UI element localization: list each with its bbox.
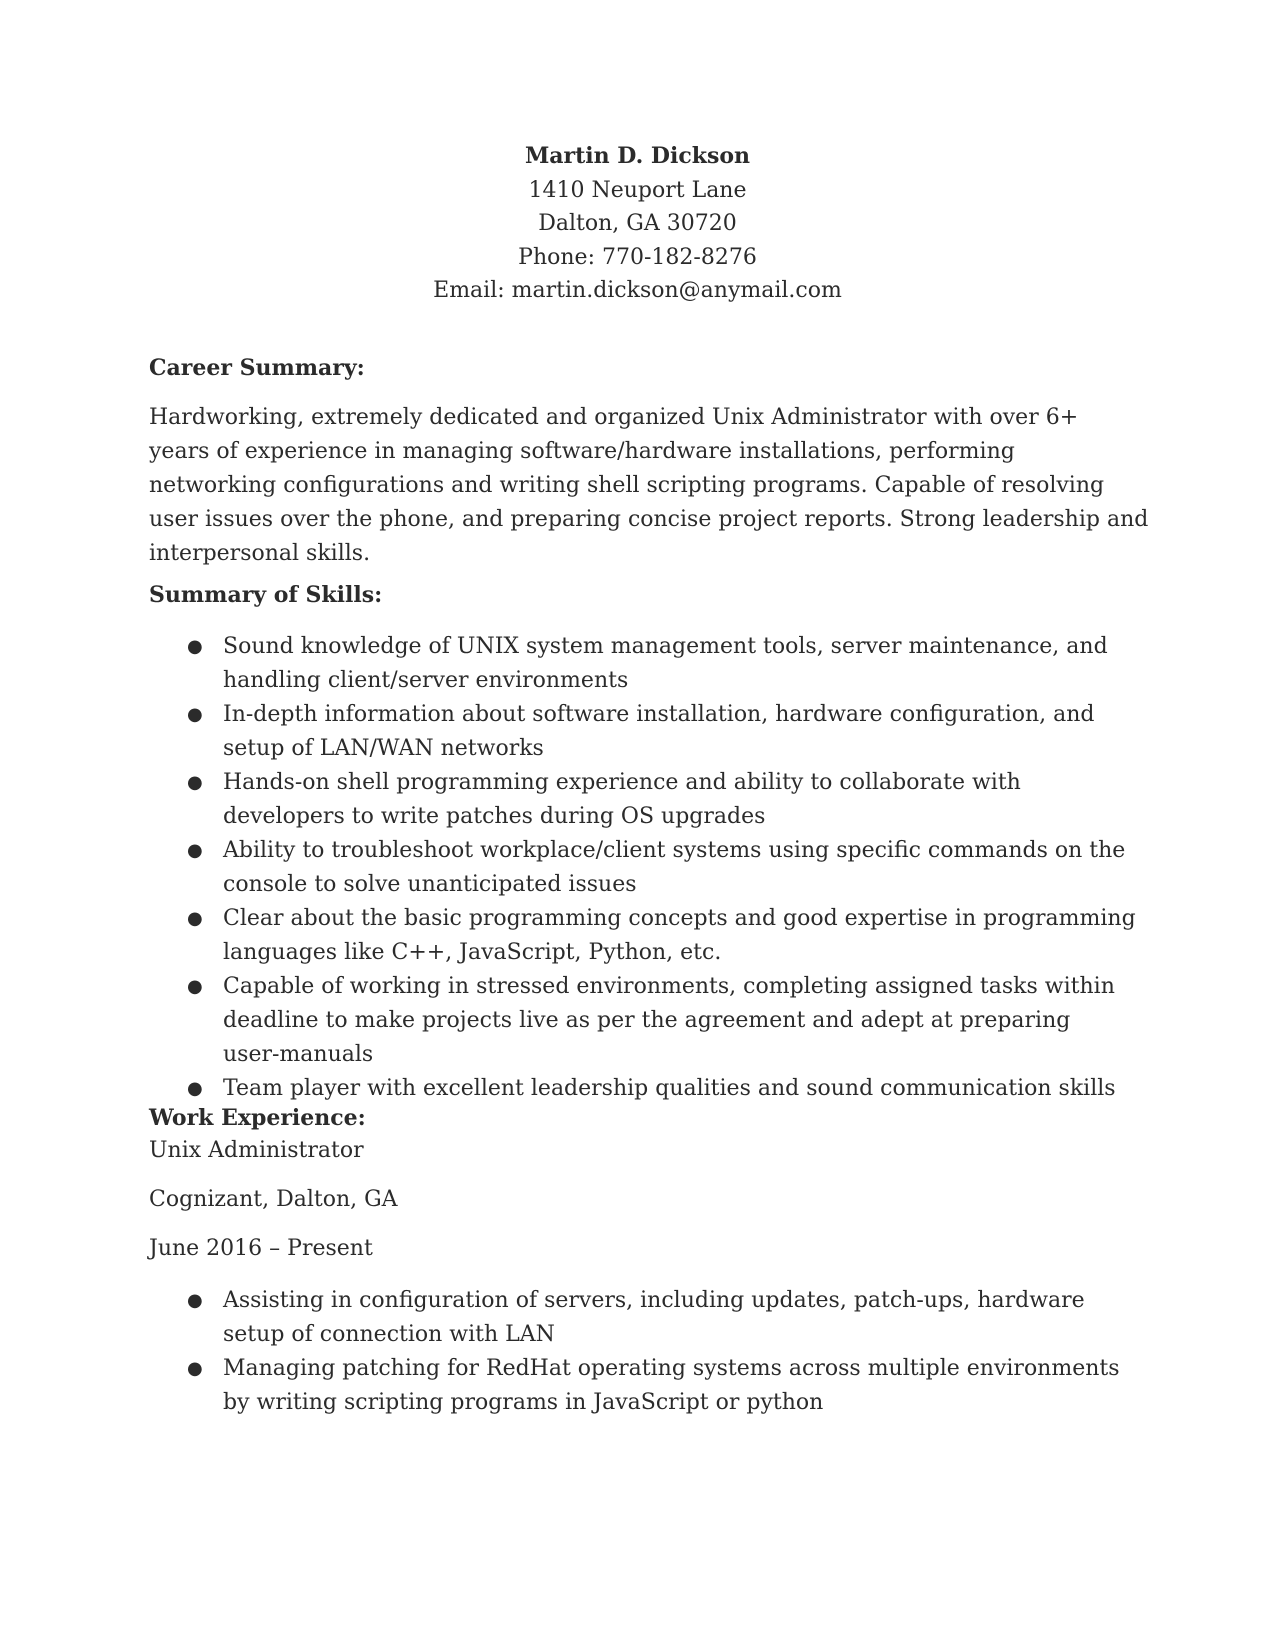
list-item-text: handling client/server environments bbox=[223, 668, 629, 693]
work-duties-list bbox=[149, 1284, 1129, 1420]
bullet-icon: ● bbox=[187, 772, 203, 793]
list-item-text: Assisting in configuration of servers, including updates, patch-ups, hardware bbox=[223, 1288, 1085, 1313]
list-item bbox=[149, 698, 1129, 766]
company-location: Cognizant, Dalton, GA bbox=[149, 1187, 398, 1212]
list-item bbox=[149, 766, 1129, 834]
job-title: Unix Administrator bbox=[149, 1138, 364, 1163]
applicant-name: Martin D. Dickson bbox=[524, 143, 751, 169]
bullet-icon: ● bbox=[187, 636, 203, 657]
list-item-text: Ability to troubleshoot workplace/client systems using specific commands on the bbox=[223, 838, 1126, 863]
list-item bbox=[149, 970, 1129, 1072]
work-experience-heading: Work Experience: bbox=[149, 1105, 366, 1131]
list-item-text: console to solve unanticipated issues bbox=[223, 872, 637, 897]
list-item-text: Hands-on shell programming experience and ability to collaborate with bbox=[223, 770, 1021, 795]
phone-number: Phone: 770-182-8276 bbox=[518, 244, 757, 270]
bullet-icon: ● bbox=[187, 1290, 203, 1311]
list-item bbox=[149, 834, 1129, 902]
bullet-icon: ● bbox=[187, 908, 203, 929]
list-item-text: setup of connection with LAN bbox=[223, 1322, 555, 1347]
career-summary-line: Hardworking, extremely dedicated and organized Unix Administrator with over 6+ bbox=[149, 405, 1079, 430]
list-item-text: Team player with excellent leadership qualities and sound communication skills bbox=[223, 1076, 1116, 1101]
career-summary-line: years of experience in managing software/hardware installations, performing bbox=[149, 439, 1015, 464]
list-item-text: Sound knowledge of UNIX system management tools, server maintenance, and bbox=[223, 634, 1108, 659]
list-item bbox=[149, 630, 1129, 698]
contact-header bbox=[0, 140, 1275, 308]
list-item bbox=[149, 1352, 1129, 1420]
career-summary-text bbox=[149, 401, 1149, 571]
bullet-icon: ● bbox=[187, 704, 203, 725]
list-item-text: setup of LAN/WAN networks bbox=[223, 736, 544, 761]
list-item-text: Clear about the basic programming concepts and good expertise in programming bbox=[223, 906, 1136, 931]
career-summary-line: networking configurations and writing shell scripting programs. Capable of resolving bbox=[149, 473, 1105, 498]
list-item-text: by writing scripting programs in JavaScript or python bbox=[223, 1390, 824, 1415]
bullet-icon: ● bbox=[187, 1078, 203, 1099]
career-summary-heading: Career Summary: bbox=[149, 355, 365, 381]
list-item-text: deadline to make projects live as per the agreement and adept at preparing bbox=[223, 1008, 1071, 1033]
bullet-icon: ● bbox=[187, 976, 203, 997]
skills-heading: Summary of Skills: bbox=[149, 582, 383, 608]
list-item-text: user-manuals bbox=[223, 1042, 374, 1067]
list-item-text: languages like C++, JavaScript, Python, etc. bbox=[223, 940, 722, 965]
bullet-icon: ● bbox=[187, 840, 203, 861]
email-address: Email: martin.dickson@anymail.com bbox=[433, 278, 842, 303]
career-summary-line: interpersonal skills. bbox=[149, 541, 371, 566]
career-summary-line: user issues over the phone, and preparing concise project reports. Strong leadership and bbox=[149, 507, 1149, 532]
list-item-text: In-depth information about software installation, hardware configuration, and bbox=[223, 702, 1095, 727]
address-line-1: 1410 Neuport Lane bbox=[528, 177, 747, 203]
address-line-2: Dalton, GA 30720 bbox=[538, 211, 737, 236]
bullet-icon: ● bbox=[187, 1358, 203, 1379]
skills-list bbox=[149, 630, 1136, 1106]
list-item bbox=[149, 902, 1136, 970]
list-item-text: Capable of working in stressed environments, completing assigned tasks within bbox=[223, 974, 1115, 999]
list-item-text: Managing patching for RedHat operating systems across multiple environments bbox=[223, 1356, 1120, 1381]
list-item bbox=[149, 1072, 1129, 1106]
employment-dates: June 2016 – Present bbox=[149, 1236, 373, 1261]
list-item bbox=[149, 1284, 1129, 1352]
list-item-text: developers to write patches during OS upgrades bbox=[223, 804, 766, 829]
